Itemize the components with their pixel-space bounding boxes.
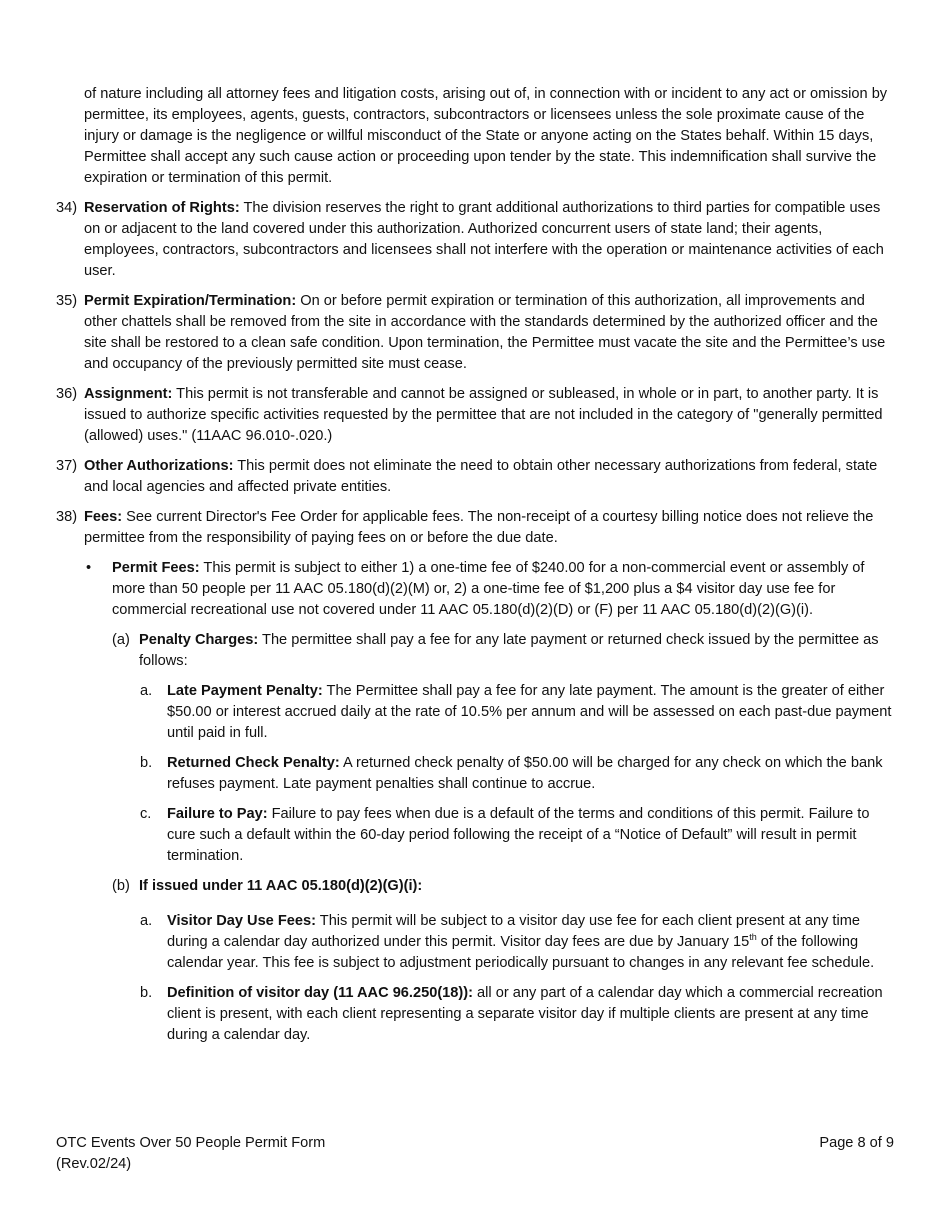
clause-title: Other Authorizations: [84, 458, 234, 474]
list-item-title: Late Payment Penalty: [167, 683, 323, 699]
visitor-day-use-fees [56, 911, 892, 974]
list-item-text: all or any part of a calendar day which a commercial recreation client is present, with each client representing a separate visitor day if multiple clients are present at any time during a calendar day. [167, 985, 883, 1043]
list-label: b. [140, 985, 153, 1001]
list-label: c. [140, 806, 152, 822]
footer-form-name: OTC Events Over 50 People Permit Form [56, 1135, 326, 1151]
clause-number: 36) [56, 386, 78, 402]
clause-title: Fees: [84, 509, 123, 525]
list-item-title: Visitor Day Use Fees: [167, 913, 316, 929]
list-item-text: This permit will be subject to a visitor day use fee for each client present at any time during a calendar day authorized under this permit. Visitor day fees are due by January 15 [167, 913, 860, 950]
clause-number: 35) [56, 293, 78, 309]
failure-to-pay [56, 804, 892, 867]
footer-page-number: Page 8 of 9 [819, 1135, 894, 1151]
clause-37 [56, 456, 892, 498]
bullet-icon: • [86, 560, 92, 576]
subsection-label: (b) [112, 878, 130, 894]
subsection-label: (a) [112, 632, 130, 648]
document-body [56, 84, 892, 1055]
permit-fees-text: This permit is subject to either 1) a one-time fee of $240.00 for a non-commercial event or assembly of more than 50 people per 11 AAC 05.180(d)(2)(M) or, 2) a one-time fee of $1,200 plus a $4 visitor day use fee for commercial recreational use not covered under 11 AAC 05.180(d)(2)(D) or (F) per 11 AAC 05.180(d)(2)(G)(i). [112, 560, 865, 618]
clause-text: This permit does not eliminate the need to obtain other necessary authorizations from federal, state and local agencies and affected private entities. [84, 458, 878, 495]
list-label: a. [140, 683, 153, 699]
clause-text: The division reserves the right to grant additional authorizations to third parties for compatible uses on or adjacent to the land covered under this authorization. Authorized concurrent users of state land; their agents, employees, contractors, subcontractors and licensees shall not interfere with the operation or maintenance activities of each user. [84, 200, 884, 279]
footer-revision: (Rev.02/24) [56, 1156, 132, 1172]
list-item-text-continued: of the following calendar year. This fee is subject to adjustment periodically pursuant to changes in any relevant fee schedule. [167, 934, 875, 971]
clause-text: See current Director's Fee Order for applicable fees. The non-receipt of a courtesy billing notice does not relieve the permittee from the responsibility of paying fees on or before the due date. [84, 509, 874, 546]
clause-text: This permit is not transferable and cannot be assigned or subleased, in whole or in part, to another party. It is issued to authorize specific activities requested by the permittee that are not included in the category of "generally permitted (allowed) uses." (11AAC 96.010-.020.) [84, 386, 883, 444]
list-item-title: Returned Check Penalty: [167, 755, 340, 771]
clause-38 [56, 507, 892, 549]
permit-fees-bullet [56, 558, 892, 621]
clause-35 [56, 291, 892, 375]
clause-title: Reservation of Rights: [84, 200, 240, 216]
late-payment-penalty [56, 681, 892, 744]
penalty-charges-title: Penalty Charges: [139, 632, 259, 648]
clause-number: 38) [56, 509, 78, 525]
list-item-text: The Permittee shall pay a fee for any late payment. The amount is the greater of either $50.00 or interest accrued daily at the rate of 10.5% per annum and will be assessed on each past-due payment until paid in full. [167, 683, 892, 741]
superscript-th: th [749, 932, 757, 943]
penalty-charges-text: The permittee shall pay a fee for any late payment or returned check issued by the permittee as follows: [139, 632, 879, 669]
list-item-title: Failure to Pay: [167, 806, 268, 822]
clause-number: 34) [56, 200, 78, 216]
list-item-text: A returned check penalty of $50.00 will be charged for any check on which the bank refuses payment. Late payment penalties shall continue to accrue. [167, 755, 883, 792]
clause-text: On or before permit expiration or termination of this authorization, all improvements and other chattels shall be removed from the site in accordance with the standards determined by the authorized officer and the site shall be restored to a clean safe condition. Upon termination, the Permittee must vacate the site and the Permittee’s use and occupancy of the previously permitted site must cease. [84, 293, 886, 372]
issued-under-title: If issued under 11 AAC 05.180(d)(2)(G)(i): [139, 878, 423, 894]
clause-34 [56, 198, 892, 282]
footer-form-info [56, 1133, 325, 1175]
list-item-title: Definition of visitor day (11 AAC 96.250(18)): [167, 985, 473, 1001]
indemnification-continuation: of nature including all attorney fees and litigation costs, arising out of, in connection with or incident to any act or omission by permittee, its employees, agents, guests, contractors, subcontractors or licensees unless the sole proximate cause of the injury or damage is the negligence or willful misconduct of the State or anyone acting on the States behalf. Within 15 days, Permittee shall accept any such cause action or proceeding upon tender by the state. This indemnification shall survive the expiration or termination of this permit. [84, 86, 888, 186]
clause-title: Assignment: [84, 386, 173, 402]
list-item-text: Failure to pay fees when due is a default of the terms and conditions of this permit. Failure to cure such a default within the 60-day period following the receipt of a “Notice of Default” will result in permit termination. [167, 806, 870, 864]
issued-under-section [56, 876, 892, 897]
list-label: a. [140, 913, 153, 929]
list-label: b. [140, 755, 153, 771]
clause-number: 37) [56, 458, 78, 474]
permit-fees-title: Permit Fees: [112, 560, 200, 576]
clause-36 [56, 384, 892, 447]
penalty-charges [56, 630, 892, 672]
visitor-day-definition [56, 983, 892, 1046]
clause-title: Permit Expiration/Termination: [84, 293, 297, 309]
returned-check-penalty [56, 753, 892, 795]
